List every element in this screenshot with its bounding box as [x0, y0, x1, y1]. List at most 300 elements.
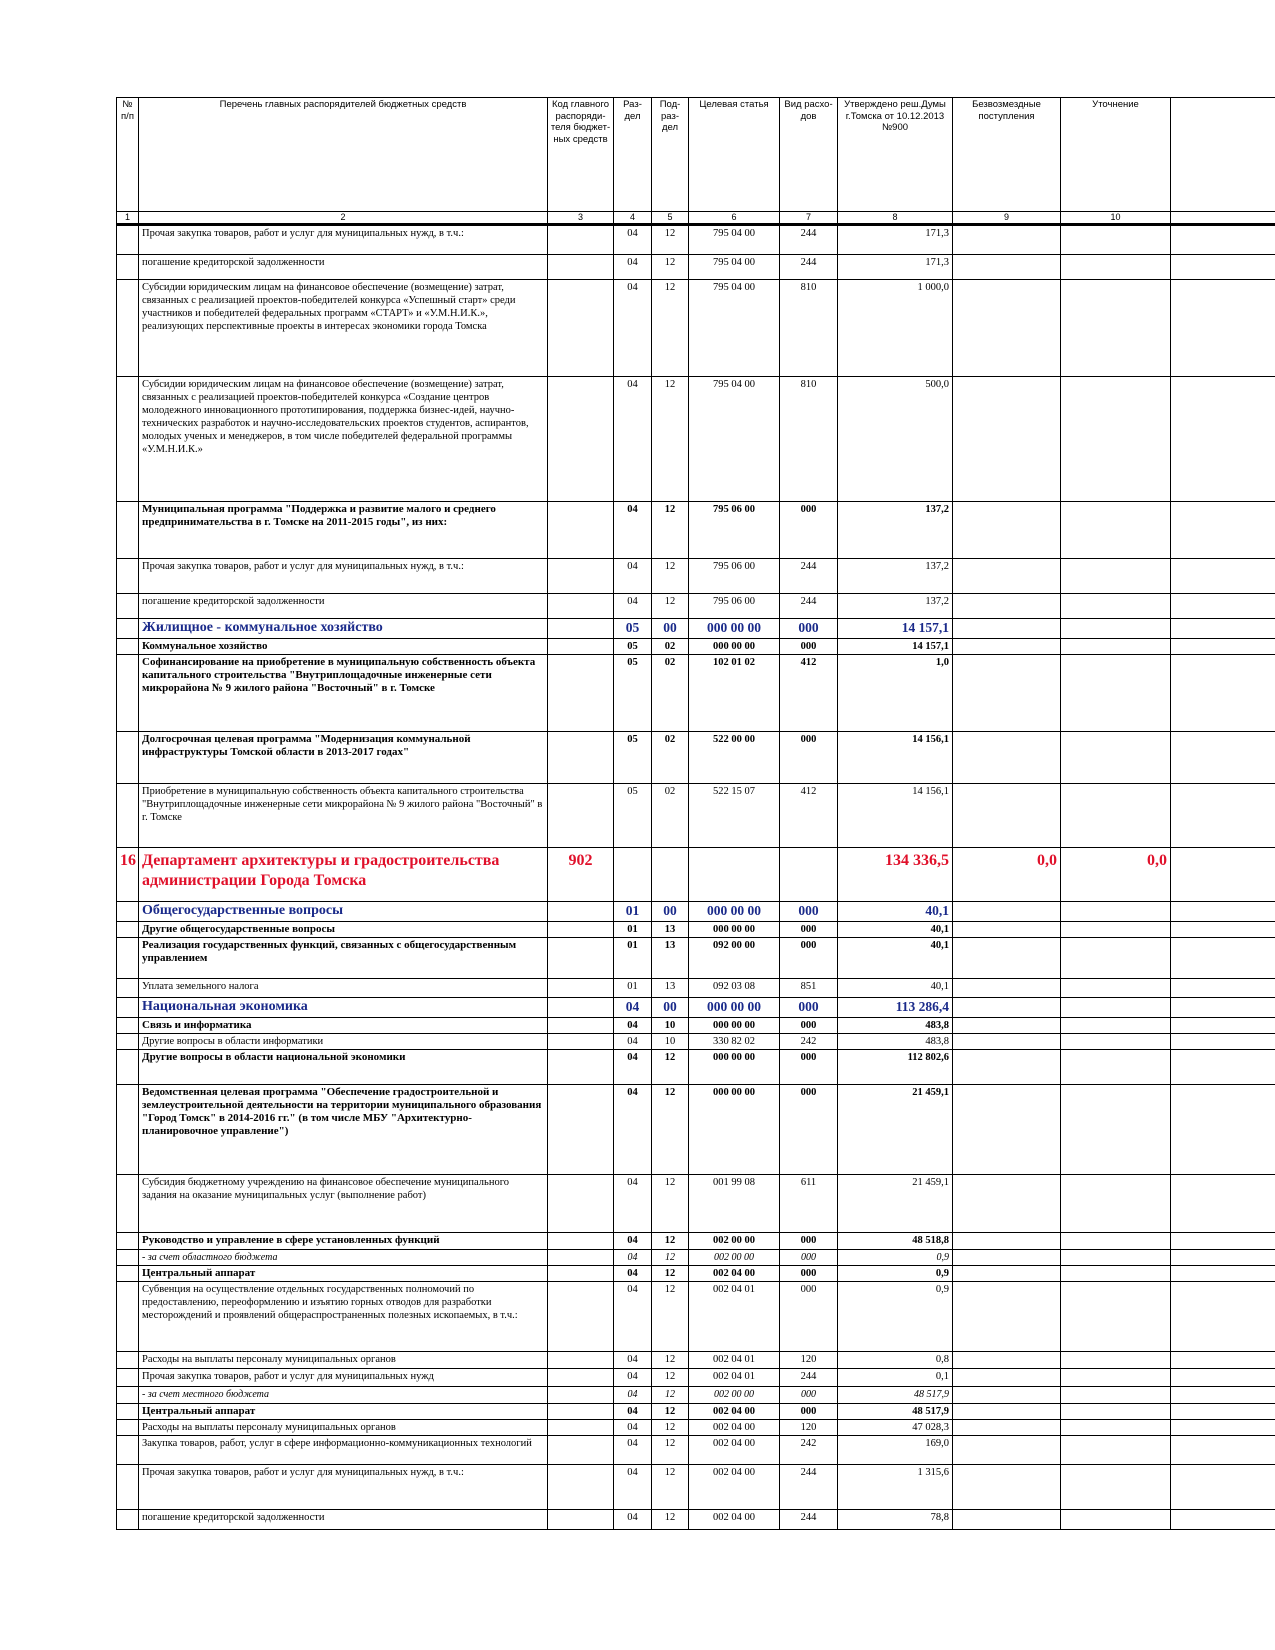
- item-code: [548, 655, 614, 732]
- item-podrazdel: 12: [652, 1175, 689, 1233]
- item-bezvozmezdnye: [953, 594, 1061, 619]
- header-approved: Утверждено реш.Думы г.Томска от 10.12.2013 №900: [838, 98, 953, 212]
- item-extra: [1171, 619, 1275, 639]
- item-bezvozmezdnye: [953, 1465, 1061, 1510]
- item-extra: [1171, 559, 1275, 594]
- item-utochnenie: [1061, 998, 1171, 1018]
- row-number: [117, 225, 139, 255]
- item-razdel: 04: [614, 1352, 652, 1369]
- item-code: [548, 784, 614, 848]
- item-razdel: 04: [614, 1085, 652, 1175]
- item-code: [548, 280, 614, 377]
- item-amount: 112 802,6: [838, 1050, 953, 1085]
- item-vid: 000: [780, 1250, 838, 1266]
- item-razdel: 04: [614, 1510, 652, 1530]
- item-bezvozmezdnye: [953, 1050, 1061, 1085]
- item-code: [548, 594, 614, 619]
- item-extra: [1171, 280, 1275, 377]
- item-name: Ведомственная целевая программа "Обеспечение градостроительной и землеустроительной деятельности на территории муниципального образования "Город Томск" в 2014-2016 гг." (в том числе МБУ "Архитектурно-планировочное управление"): [139, 1085, 548, 1175]
- table-row: [117, 784, 1275, 848]
- item-utochnenie: [1061, 1420, 1171, 1436]
- row-number: [117, 1018, 139, 1034]
- item-name: Муниципальная программа "Поддержка и развитие малого и среднего предпринимательства в г. Томске на 2011-2015 годы", из них:: [139, 502, 548, 559]
- item-podrazdel: 12: [652, 255, 689, 280]
- item-podrazdel: 13: [652, 979, 689, 998]
- item-bezvozmezdnye: [953, 619, 1061, 639]
- row-number: [117, 998, 139, 1018]
- col-number: 6: [689, 212, 780, 225]
- item-bezvozmezdnye: [953, 1510, 1061, 1530]
- item-code: [548, 1352, 614, 1369]
- item-extra: [1171, 655, 1275, 732]
- item-amount: 47 028,3: [838, 1420, 953, 1436]
- item-bezvozmezdnye: [953, 280, 1061, 377]
- item-utochnenie: [1061, 502, 1171, 559]
- item-bezvozmezdnye: [953, 922, 1061, 938]
- item-statya: 102 01 02: [689, 655, 780, 732]
- item-podrazdel: 12: [652, 280, 689, 377]
- budget-table: [116, 97, 1275, 1530]
- item-razdel: 01: [614, 938, 652, 979]
- header-utochnenie: Уточнение: [1061, 98, 1171, 212]
- item-name: Субсидии юридическим лицам на финансовое обеспечение (возмещение) затрат, связанных с реализацией проектов-победителей конкурса «Успешный старт» среди участников и победителей федеральных программ «СТАРТ» и «У.М.Н.И.К.», реализующих перспективные проекты в интересах экономики города Томска: [139, 280, 548, 377]
- item-extra: [1171, 938, 1275, 979]
- budget-sheet: [116, 97, 1275, 1650]
- row-number: [117, 1282, 139, 1352]
- item-vid: 851: [780, 979, 838, 998]
- header-vid: Вид расхо- дов: [780, 98, 838, 212]
- item-statya: 002 04 00: [689, 1510, 780, 1530]
- col-number: 9: [953, 212, 1061, 225]
- item-statya: 002 00 00: [689, 1250, 780, 1266]
- item-utochnenie: [1061, 1387, 1171, 1404]
- item-podrazdel: 12: [652, 1266, 689, 1282]
- item-code: [548, 255, 614, 280]
- item-podrazdel: 12: [652, 225, 689, 255]
- item-utochnenie: [1061, 1369, 1171, 1387]
- item-extra: [1171, 1018, 1275, 1034]
- item-utochnenie: [1061, 1282, 1171, 1352]
- item-razdel: 04: [614, 1250, 652, 1266]
- item-extra: [1171, 639, 1275, 655]
- item-vid: 244: [780, 1369, 838, 1387]
- item-extra: [1171, 848, 1275, 902]
- item-podrazdel: 12: [652, 1436, 689, 1465]
- item-vid: 244: [780, 559, 838, 594]
- item-razdel: 01: [614, 979, 652, 998]
- item-name: Реализация государственных функций, связанных с общегосударственным управлением: [139, 938, 548, 979]
- item-utochnenie: [1061, 784, 1171, 848]
- item-statya: 330 82 02: [689, 1034, 780, 1050]
- row-number: [117, 922, 139, 938]
- item-code: [548, 1175, 614, 1233]
- row-number: [117, 979, 139, 998]
- item-amount: 14 156,1: [838, 784, 953, 848]
- item-amount: 0,9: [838, 1282, 953, 1352]
- item-code: [548, 1018, 614, 1034]
- item-vid: 000: [780, 902, 838, 922]
- item-amount: 1 315,6: [838, 1465, 953, 1510]
- item-code: [548, 377, 614, 502]
- item-statya: 522 15 07: [689, 784, 780, 848]
- item-extra: [1171, 1510, 1275, 1530]
- col-number: [1171, 212, 1275, 225]
- item-amount: 40,1: [838, 922, 953, 938]
- item-razdel: 04: [614, 594, 652, 619]
- item-extra: [1171, 979, 1275, 998]
- item-statya: 795 06 00: [689, 502, 780, 559]
- item-razdel: 04: [614, 998, 652, 1018]
- table-row: [117, 922, 1275, 938]
- item-podrazdel: 00: [652, 619, 689, 639]
- row-number: [117, 1034, 139, 1050]
- table-row: [117, 639, 1275, 655]
- item-vid: 000: [780, 1266, 838, 1282]
- item-extra: [1171, 1420, 1275, 1436]
- item-utochnenie: [1061, 922, 1171, 938]
- row-number: [117, 1050, 139, 1085]
- item-podrazdel: 12: [652, 377, 689, 502]
- item-code: [548, 1085, 614, 1175]
- item-extra: [1171, 502, 1275, 559]
- item-bezvozmezdnye: [953, 1404, 1061, 1420]
- item-utochnenie: [1061, 594, 1171, 619]
- row-number: [117, 1436, 139, 1465]
- item-vid: 810: [780, 377, 838, 502]
- item-amount: 40,1: [838, 902, 953, 922]
- item-amount: 48 517,9: [838, 1387, 953, 1404]
- item-utochnenie: [1061, 1050, 1171, 1085]
- header-num: № п/п: [117, 98, 139, 212]
- item-statya: 795 04 00: [689, 280, 780, 377]
- item-name: Прочая закупка товаров, работ и услуг для муниципальных нужд, в т.ч.:: [139, 225, 548, 255]
- item-razdel: 04: [614, 1436, 652, 1465]
- item-razdel: [614, 848, 652, 902]
- item-name: Приобретение в муниципальную собственность объекта капитального строительства "Внутриплощадочные инженерные сети микрорайона № 9 жилого района "Восточный" в г. Томске: [139, 784, 548, 848]
- item-statya: 002 00 00: [689, 1233, 780, 1250]
- table-row: [117, 1369, 1275, 1387]
- item-name: - за счет местного бюджета: [139, 1387, 548, 1404]
- item-statya: 795 04 00: [689, 225, 780, 255]
- item-name: Руководство и управление в сфере установленных функций: [139, 1233, 548, 1250]
- item-vid: 000: [780, 1085, 838, 1175]
- item-statya: 002 04 01: [689, 1352, 780, 1369]
- item-code: [548, 1510, 614, 1530]
- item-name: Коммунальное хозяйство: [139, 639, 548, 655]
- item-razdel: 05: [614, 784, 652, 848]
- item-podrazdel: 10: [652, 1034, 689, 1050]
- item-name: погашение кредиторской задолженности: [139, 255, 548, 280]
- table-row: [117, 1465, 1275, 1510]
- row-number: 16: [117, 848, 139, 902]
- table-row: [117, 1050, 1275, 1085]
- item-podrazdel: 12: [652, 594, 689, 619]
- item-statya: 002 04 00: [689, 1266, 780, 1282]
- item-utochnenie: 0,0: [1061, 848, 1171, 902]
- row-number: [117, 619, 139, 639]
- item-extra: [1171, 1436, 1275, 1465]
- item-statya: 092 00 00: [689, 938, 780, 979]
- header-bezvozmezdnye: Безвозмездные поступления: [953, 98, 1061, 212]
- item-bezvozmezdnye: [953, 1175, 1061, 1233]
- table-row: [117, 998, 1275, 1018]
- item-bezvozmezdnye: [953, 979, 1061, 998]
- row-number: [117, 377, 139, 502]
- header-podrazdel: Под- раз- дел: [652, 98, 689, 212]
- row-number: [117, 1510, 139, 1530]
- item-code: [548, 979, 614, 998]
- item-amount: 169,0: [838, 1436, 953, 1465]
- item-bezvozmezdnye: [953, 1233, 1061, 1250]
- table-row: [117, 1266, 1275, 1282]
- item-utochnenie: [1061, 1250, 1171, 1266]
- item-utochnenie: [1061, 1436, 1171, 1465]
- item-razdel: 04: [614, 1018, 652, 1034]
- row-number: [117, 1420, 139, 1436]
- col-number: 7: [780, 212, 838, 225]
- item-razdel: 04: [614, 1404, 652, 1420]
- row-number: [117, 280, 139, 377]
- item-statya: 000 00 00: [689, 998, 780, 1018]
- item-podrazdel: 00: [652, 902, 689, 922]
- item-extra: [1171, 1369, 1275, 1387]
- item-bezvozmezdnye: [953, 655, 1061, 732]
- item-bezvozmezdnye: [953, 1018, 1061, 1034]
- item-razdel: 04: [614, 1175, 652, 1233]
- item-vid: 000: [780, 1050, 838, 1085]
- item-name: Софинансирование на приобретение в муниципальную собственность объекта капитального строительства "Внутриплощадочные инженерные сети микрорайона № 9 жилого района "Восточный" в г. Томске: [139, 655, 548, 732]
- item-statya: 000 00 00: [689, 1018, 780, 1034]
- table-row: [117, 255, 1275, 280]
- item-vid: 000: [780, 998, 838, 1018]
- table-row: [117, 1018, 1275, 1034]
- item-amount: 21 459,1: [838, 1085, 953, 1175]
- item-amount: 14 156,1: [838, 732, 953, 784]
- item-statya: 795 06 00: [689, 559, 780, 594]
- item-podrazdel: 12: [652, 1085, 689, 1175]
- table-row: [117, 938, 1275, 979]
- item-name: Центральный аппарат: [139, 1404, 548, 1420]
- item-extra: [1171, 377, 1275, 502]
- item-podrazdel: 13: [652, 938, 689, 979]
- col-number: 8: [838, 212, 953, 225]
- item-vid: 244: [780, 1510, 838, 1530]
- item-utochnenie: [1061, 1233, 1171, 1250]
- table-row: [117, 619, 1275, 639]
- item-vid: 000: [780, 639, 838, 655]
- item-vid: 242: [780, 1436, 838, 1465]
- row-number: [117, 1369, 139, 1387]
- item-razdel: 04: [614, 255, 652, 280]
- item-name: Прочая закупка товаров, работ и услуг для муниципальных нужд, в т.ч.:: [139, 559, 548, 594]
- table-row: [117, 1233, 1275, 1250]
- item-vid: 810: [780, 280, 838, 377]
- item-name: - за счет областного бюджета: [139, 1250, 548, 1266]
- table-row: [117, 1175, 1275, 1233]
- item-bezvozmezdnye: [953, 1266, 1061, 1282]
- row-number: [117, 1352, 139, 1369]
- table-row: [117, 377, 1275, 502]
- row-number: [117, 1233, 139, 1250]
- item-utochnenie: [1061, 1352, 1171, 1369]
- item-razdel: 04: [614, 377, 652, 502]
- item-razdel: 04: [614, 1233, 652, 1250]
- item-statya: 002 04 00: [689, 1404, 780, 1420]
- item-name: Общегосударственные вопросы: [139, 902, 548, 922]
- item-vid: 000: [780, 502, 838, 559]
- header-statya: Целевая статья: [689, 98, 780, 212]
- item-extra: [1171, 732, 1275, 784]
- item-code: [548, 1282, 614, 1352]
- item-statya: 002 04 00: [689, 1420, 780, 1436]
- item-extra: [1171, 255, 1275, 280]
- item-bezvozmezdnye: [953, 998, 1061, 1018]
- item-code: [548, 732, 614, 784]
- item-code: [548, 1465, 614, 1510]
- item-statya: 795 04 00: [689, 255, 780, 280]
- item-utochnenie: [1061, 377, 1171, 502]
- item-statya: 002 04 01: [689, 1282, 780, 1352]
- item-amount: 0,8: [838, 1352, 953, 1369]
- row-number: [117, 784, 139, 848]
- item-razdel: 05: [614, 655, 652, 732]
- row-number: [117, 1266, 139, 1282]
- item-vid: 244: [780, 594, 838, 619]
- col-number: 1: [117, 212, 139, 225]
- item-amount: 0,1: [838, 1369, 953, 1387]
- item-utochnenie: [1061, 1034, 1171, 1050]
- item-amount: 137,2: [838, 502, 953, 559]
- row-number: [117, 1404, 139, 1420]
- item-podrazdel: 12: [652, 1369, 689, 1387]
- row-number: [117, 902, 139, 922]
- item-podrazdel: 10: [652, 1018, 689, 1034]
- item-vid: 412: [780, 655, 838, 732]
- item-podrazdel: 12: [652, 1465, 689, 1510]
- item-podrazdel: [652, 848, 689, 902]
- item-statya: 522 00 00: [689, 732, 780, 784]
- item-podrazdel: 02: [652, 639, 689, 655]
- item-podrazdel: 02: [652, 655, 689, 732]
- item-bezvozmezdnye: [953, 1352, 1061, 1369]
- row-number: [117, 1250, 139, 1266]
- table-row: [117, 1404, 1275, 1420]
- column-number-row: [117, 212, 1275, 225]
- item-amount: 500,0: [838, 377, 953, 502]
- item-podrazdel: 12: [652, 1352, 689, 1369]
- item-vid: 244: [780, 1465, 838, 1510]
- item-extra: [1171, 1266, 1275, 1282]
- item-statya: 001 99 08: [689, 1175, 780, 1233]
- item-statya: 002 04 01: [689, 1369, 780, 1387]
- item-name: Закупка товаров, работ, услуг в сфере информационно-коммуникационных технологий: [139, 1436, 548, 1465]
- item-vid: 120: [780, 1352, 838, 1369]
- item-razdel: 04: [614, 1034, 652, 1050]
- item-code: [548, 559, 614, 594]
- item-amount: 21 459,1: [838, 1175, 953, 1233]
- table-row: [117, 225, 1275, 255]
- item-code: 902: [548, 848, 614, 902]
- item-code: [548, 1420, 614, 1436]
- item-name: Расходы на выплаты персоналу муниципальных органов: [139, 1352, 548, 1369]
- item-vid: 000: [780, 922, 838, 938]
- item-vid: 000: [780, 732, 838, 784]
- item-amount: 483,8: [838, 1034, 953, 1050]
- item-bezvozmezdnye: [953, 1085, 1061, 1175]
- item-extra: [1171, 1233, 1275, 1250]
- item-statya: 795 04 00: [689, 377, 780, 502]
- item-statya: 000 00 00: [689, 902, 780, 922]
- row-number: [117, 1387, 139, 1404]
- item-bezvozmezdnye: [953, 1034, 1061, 1050]
- item-razdel: 05: [614, 619, 652, 639]
- item-code: [548, 1387, 614, 1404]
- item-podrazdel: 02: [652, 732, 689, 784]
- item-bezvozmezdnye: [953, 1436, 1061, 1465]
- item-name: Связь и информатика: [139, 1018, 548, 1034]
- item-statya: 795 06 00: [689, 594, 780, 619]
- item-utochnenie: [1061, 1510, 1171, 1530]
- item-extra: [1171, 1465, 1275, 1510]
- item-utochnenie: [1061, 280, 1171, 377]
- item-code: [548, 1436, 614, 1465]
- item-amount: 1,0: [838, 655, 953, 732]
- row-number: [117, 1175, 139, 1233]
- item-bezvozmezdnye: [953, 938, 1061, 979]
- row-number: [117, 559, 139, 594]
- item-vid: 000: [780, 1282, 838, 1352]
- item-name: Субсидии юридическим лицам на финансовое обеспечение (возмещение) затрат, связанных с реализацией проектов-победителей конкурса «Создание центров молодежного инновационного прототипирования, поддержка бизнес-идей, научно-технических разработок и научно-исследовательских проектов студентов, аспирантов, молодых ученых и менеджеров, в том числе победителей федеральной программы «У.М.Н.И.К.»: [139, 377, 548, 502]
- item-extra: [1171, 922, 1275, 938]
- item-bezvozmezdnye: [953, 902, 1061, 922]
- item-bezvozmezdnye: [953, 1282, 1061, 1352]
- item-razdel: 04: [614, 280, 652, 377]
- item-vid: 242: [780, 1034, 838, 1050]
- item-amount: 137,2: [838, 559, 953, 594]
- table-row: [117, 1282, 1275, 1352]
- item-bezvozmezdnye: [953, 377, 1061, 502]
- table-row: [117, 1034, 1275, 1050]
- item-utochnenie: [1061, 655, 1171, 732]
- item-razdel: 04: [614, 225, 652, 255]
- header-code: Код главного распоряди- теля бюджет- ных средств: [548, 98, 614, 212]
- item-utochnenie: [1061, 559, 1171, 594]
- item-amount: 171,3: [838, 255, 953, 280]
- item-amount: 14 157,1: [838, 619, 953, 639]
- item-amount: 0,9: [838, 1266, 953, 1282]
- item-code: [548, 502, 614, 559]
- item-utochnenie: [1061, 938, 1171, 979]
- item-vid: 412: [780, 784, 838, 848]
- item-razdel: 04: [614, 1266, 652, 1282]
- item-code: [548, 1034, 614, 1050]
- item-statya: 002 04 00: [689, 1465, 780, 1510]
- row-number: [117, 938, 139, 979]
- item-vid: 000: [780, 1387, 838, 1404]
- table-row: [117, 655, 1275, 732]
- table-row: [117, 1387, 1275, 1404]
- item-name: Субсидия бюджетному учреждению на финансовое обеспечение муниципального задания на оказание муниципальных услуг (выполнение работ): [139, 1175, 548, 1233]
- item-bezvozmezdnye: [953, 1420, 1061, 1436]
- item-razdel: 04: [614, 1387, 652, 1404]
- table-row: [117, 1352, 1275, 1369]
- row-number: [117, 1085, 139, 1175]
- item-utochnenie: [1061, 902, 1171, 922]
- item-amount: 1 000,0: [838, 280, 953, 377]
- item-amount: 483,8: [838, 1018, 953, 1034]
- item-extra: [1171, 784, 1275, 848]
- table-body: [117, 225, 1275, 1530]
